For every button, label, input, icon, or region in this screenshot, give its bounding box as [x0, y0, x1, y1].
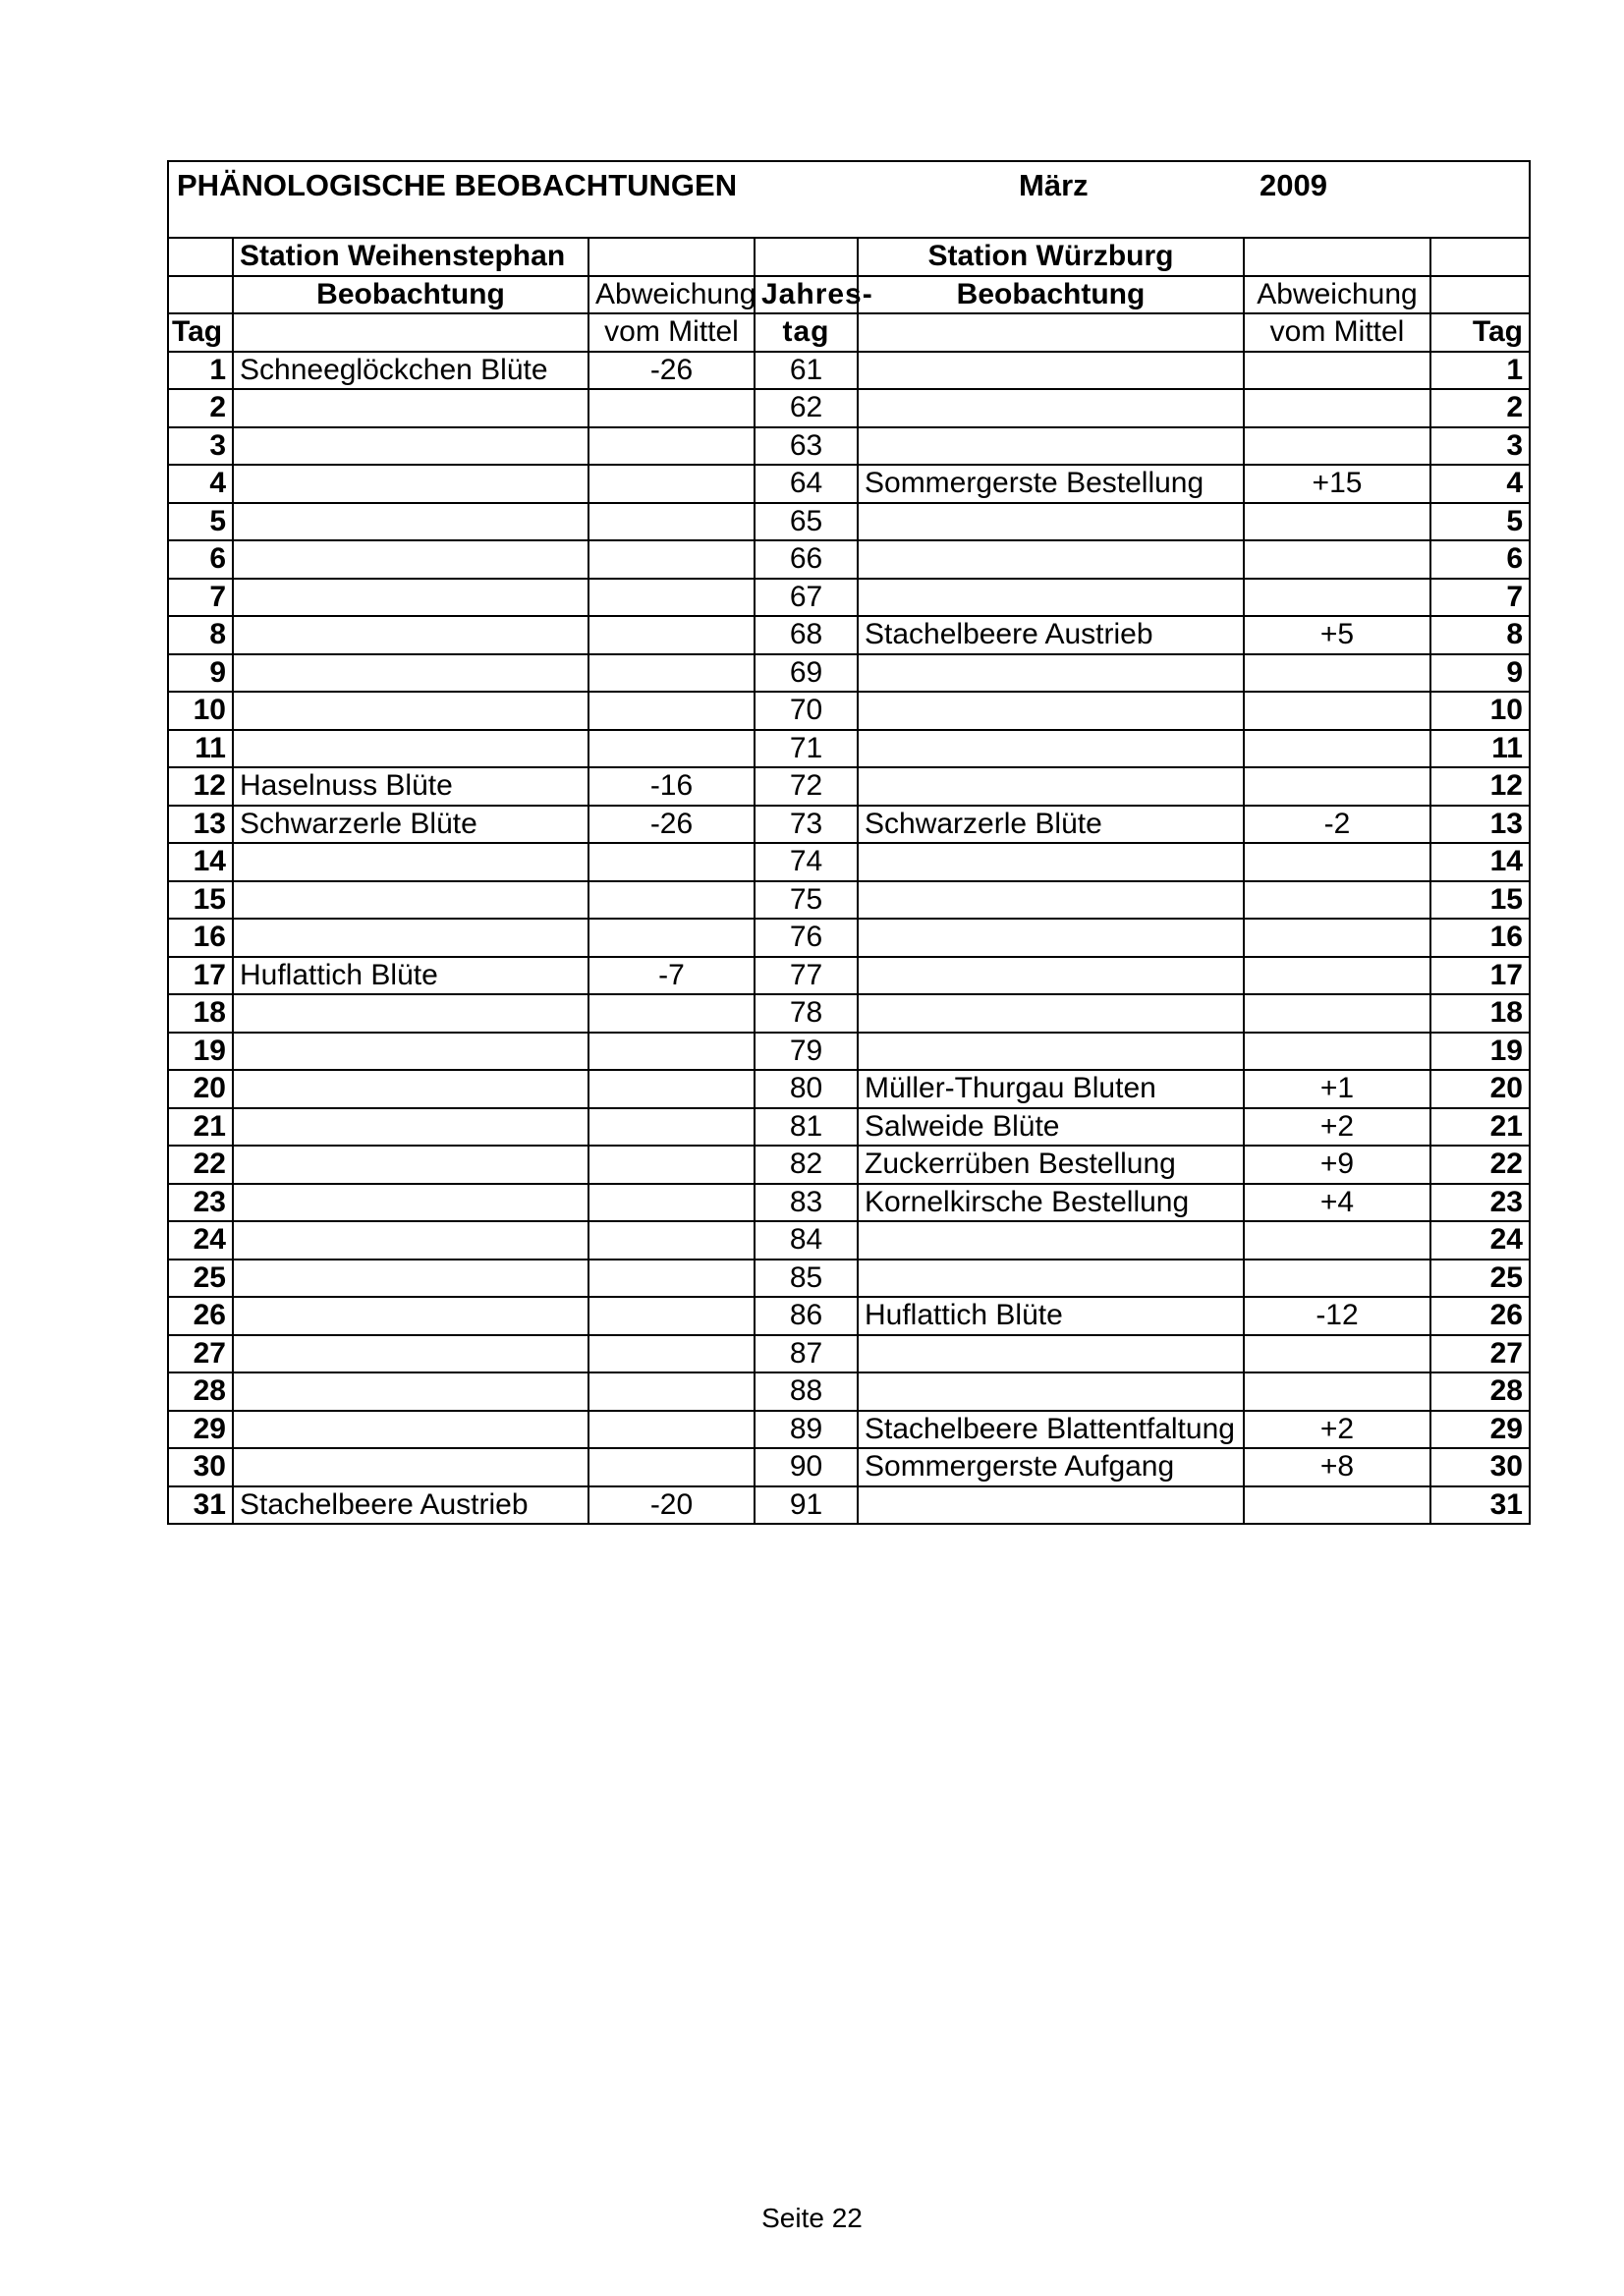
day-right-cell: 13 [1430, 806, 1530, 844]
day-of-year-cell: 89 [755, 1411, 858, 1449]
day-cell: 6 [168, 540, 233, 579]
right-deviation-cell: +5 [1244, 616, 1430, 654]
left-deviation-cell [588, 1260, 755, 1298]
right-deviation-cell [1244, 654, 1430, 693]
table-row [168, 1184, 1530, 1222]
day-of-year-cell: 75 [755, 881, 858, 920]
left-deviation-cell: -16 [588, 767, 755, 806]
day-of-year-cell: 78 [755, 994, 858, 1033]
day-right-cell: 20 [1430, 1070, 1530, 1108]
right-deviation-cell: -12 [1244, 1297, 1430, 1335]
empty-cell [755, 238, 858, 276]
table-row [168, 654, 1530, 693]
day-right-cell: 4 [1430, 465, 1530, 503]
table-row [168, 1260, 1530, 1298]
day-of-year-cell: 88 [755, 1372, 858, 1411]
station-header-row [168, 238, 1530, 276]
right-observation-cell: Zuckerrüben Bestellung [858, 1146, 1244, 1184]
title-cell [168, 161, 1530, 238]
right-observation-cell [858, 957, 1244, 995]
table-row [168, 692, 1530, 730]
day-of-year-cell: 90 [755, 1448, 858, 1486]
day-cell: 7 [168, 579, 233, 617]
day-of-year-cell: 77 [755, 957, 858, 995]
left-observation-cell [233, 616, 588, 654]
day-right-cell: 8 [1430, 616, 1530, 654]
left-deviation-cell [588, 1372, 755, 1411]
left-observation-cell [233, 1297, 588, 1335]
day-right-cell: 22 [1430, 1146, 1530, 1184]
day-of-year-cell: 65 [755, 503, 858, 541]
right-deviation-cell: -2 [1244, 806, 1430, 844]
left-observation-cell [233, 579, 588, 617]
right-deviation-cell [1244, 1335, 1430, 1373]
left-deviation-cell [588, 1297, 755, 1335]
left-observation-cell [233, 1448, 588, 1486]
right-observation-cell [858, 1221, 1244, 1260]
day-right-cell: 14 [1430, 843, 1530, 881]
right-deviation-cell: +15 [1244, 465, 1430, 503]
table-row [168, 994, 1530, 1033]
right-deviation-cell [1244, 994, 1430, 1033]
day-right-cell: 27 [1430, 1335, 1530, 1373]
day-right-cell: 23 [1430, 1184, 1530, 1222]
station-right: Station Würzburg [858, 238, 1244, 276]
left-deviation-cell [588, 1411, 755, 1449]
right-deviation-cell [1244, 957, 1430, 995]
left-deviation-cell [588, 1070, 755, 1108]
left-observation-cell: Schneeglöckchen Blüte [233, 352, 588, 390]
table-row [168, 427, 1530, 466]
right-observation-cell: Kornelkirsche Bestellung [858, 1184, 1244, 1222]
left-observation-cell [233, 1146, 588, 1184]
beobachtung-right-header: Beobachtung [858, 276, 1244, 314]
left-observation-cell: Huflattich Blüte [233, 957, 588, 995]
left-deviation-cell [588, 1448, 755, 1486]
left-observation-cell [233, 1411, 588, 1449]
table-row [168, 1070, 1530, 1108]
tag-right-header: Tag [1430, 313, 1530, 352]
right-observation-cell [858, 1486, 1244, 1525]
empty-cell [588, 238, 755, 276]
right-deviation-cell [1244, 1372, 1430, 1411]
left-deviation-cell [588, 616, 755, 654]
left-deviation-cell [588, 579, 755, 617]
day-of-year-cell: 79 [755, 1033, 858, 1071]
left-observation-cell [233, 881, 588, 920]
day-of-year-cell: 67 [755, 579, 858, 617]
right-observation-cell [858, 1372, 1244, 1411]
right-observation-cell: Sommergerste Bestellung [858, 465, 1244, 503]
right-deviation-cell [1244, 881, 1430, 920]
day-cell: 16 [168, 919, 233, 957]
day-of-year-cell: 66 [755, 540, 858, 579]
left-deviation-cell [588, 1108, 755, 1147]
day-right-cell: 5 [1430, 503, 1530, 541]
right-observation-cell: Huflattich Blüte [858, 1297, 1244, 1335]
left-deviation-cell [588, 919, 755, 957]
day-cell: 9 [168, 654, 233, 693]
day-cell: 10 [168, 692, 233, 730]
day-right-cell: 2 [1430, 389, 1530, 427]
day-cell: 22 [168, 1146, 233, 1184]
day-right-cell: 28 [1430, 1372, 1530, 1411]
day-of-year-cell: 86 [755, 1297, 858, 1335]
left-observation-cell [233, 427, 588, 466]
day-cell: 27 [168, 1335, 233, 1373]
empty-cell [168, 276, 233, 314]
day-cell: 17 [168, 957, 233, 995]
empty-cell [1430, 276, 1530, 314]
day-of-year-cell: 81 [755, 1108, 858, 1147]
left-deviation-cell: -26 [588, 352, 755, 390]
right-deviation-cell: +2 [1244, 1108, 1430, 1147]
left-deviation-cell [588, 994, 755, 1033]
left-deviation-cell: -7 [588, 957, 755, 995]
right-deviation-cell [1244, 919, 1430, 957]
table-row [168, 881, 1530, 920]
table-row [168, 1108, 1530, 1147]
left-deviation-cell [588, 692, 755, 730]
table-row [168, 1146, 1530, 1184]
day-right-cell: 6 [1430, 540, 1530, 579]
day-cell: 3 [168, 427, 233, 466]
day-right-cell: 24 [1430, 1221, 1530, 1260]
left-observation-cell [233, 692, 588, 730]
day-cell: 15 [168, 881, 233, 920]
day-cell: 24 [168, 1221, 233, 1260]
table-row [168, 1448, 1530, 1486]
day-right-cell: 1 [1430, 352, 1530, 390]
phenology-table [167, 160, 1531, 1525]
page-number: Seite 22 [761, 2203, 863, 2233]
left-deviation-cell [588, 843, 755, 881]
day-of-year-cell: 82 [755, 1146, 858, 1184]
day-of-year-cell: 85 [755, 1260, 858, 1298]
left-observation-cell [233, 1372, 588, 1411]
day-cell: 21 [168, 1108, 233, 1147]
table-row [168, 540, 1530, 579]
abweichung-right-header: Abweichung [1244, 276, 1430, 314]
day-of-year-cell: 61 [755, 352, 858, 390]
left-deviation-cell [588, 1221, 755, 1260]
left-deviation-cell [588, 540, 755, 579]
left-observation-cell [233, 1221, 588, 1260]
left-deviation-cell: -26 [588, 806, 755, 844]
day-cell: 4 [168, 465, 233, 503]
day-right-cell: 17 [1430, 957, 1530, 995]
table-row [168, 1372, 1530, 1411]
right-observation-cell [858, 503, 1244, 541]
month-label: März [1019, 168, 1089, 202]
day-cell: 20 [168, 1070, 233, 1108]
empty-cell [1244, 238, 1430, 276]
left-observation-cell [233, 540, 588, 579]
left-observation-cell [233, 994, 588, 1033]
column-header-row-2 [168, 313, 1530, 352]
table-row [168, 503, 1530, 541]
vom-mittel-right-header: vom Mittel [1244, 313, 1430, 352]
abweichung-left-header: Abweichung [588, 276, 755, 314]
title-row [168, 161, 1530, 238]
day-of-year-cell: 69 [755, 654, 858, 693]
table-row [168, 616, 1530, 654]
day-right-cell: 10 [1430, 692, 1530, 730]
day-cell: 30 [168, 1448, 233, 1486]
right-observation-cell: Stachelbeere Blattentfaltung [858, 1411, 1244, 1449]
column-header-row-1 [168, 276, 1530, 314]
left-observation-cell [233, 1033, 588, 1071]
table-row [168, 806, 1530, 844]
day-right-cell: 9 [1430, 654, 1530, 693]
day-cell: 11 [168, 730, 233, 768]
day-of-year-cell: 87 [755, 1335, 858, 1373]
left-observation-cell: Haselnuss Blüte [233, 767, 588, 806]
right-observation-cell: Schwarzerle Blüte [858, 806, 1244, 844]
empty-cell [168, 238, 233, 276]
day-of-year-cell: 80 [755, 1070, 858, 1108]
left-observation-cell [233, 465, 588, 503]
day-of-year-cell: 64 [755, 465, 858, 503]
left-deviation-cell [588, 465, 755, 503]
day-cell: 13 [168, 806, 233, 844]
tag-left-header: Tag [168, 313, 233, 352]
day-cell: 12 [168, 767, 233, 806]
tag-small-header: tag [755, 313, 858, 352]
right-observation-cell [858, 843, 1244, 881]
day-of-year-cell: 71 [755, 730, 858, 768]
day-of-year-cell: 68 [755, 616, 858, 654]
right-observation-cell [858, 730, 1244, 768]
right-deviation-cell [1244, 843, 1430, 881]
right-observation-cell [858, 1033, 1244, 1071]
right-deviation-cell: +9 [1244, 1146, 1430, 1184]
right-observation-cell [858, 654, 1244, 693]
left-deviation-cell [588, 503, 755, 541]
empty-cell [858, 313, 1244, 352]
day-cell: 25 [168, 1260, 233, 1298]
left-observation-cell [233, 1260, 588, 1298]
day-right-cell: 25 [1430, 1260, 1530, 1298]
day-of-year-cell: 70 [755, 692, 858, 730]
right-observation-cell [858, 881, 1244, 920]
day-right-cell: 30 [1430, 1448, 1530, 1486]
right-deviation-cell [1244, 579, 1430, 617]
day-of-year-cell: 84 [755, 1221, 858, 1260]
right-deviation-cell: +1 [1244, 1070, 1430, 1108]
day-right-cell: 19 [1430, 1033, 1530, 1071]
right-observation-cell [858, 427, 1244, 466]
table-row [168, 1411, 1530, 1449]
right-observation-cell: Stachelbeere Austrieb [858, 616, 1244, 654]
left-observation-cell [233, 389, 588, 427]
day-right-cell: 7 [1430, 579, 1530, 617]
right-deviation-cell [1244, 503, 1430, 541]
left-observation-cell [233, 1335, 588, 1373]
day-cell: 14 [168, 843, 233, 881]
right-deviation-cell [1244, 730, 1430, 768]
left-deviation-cell [588, 1146, 755, 1184]
left-deviation-cell [588, 654, 755, 693]
vom-mittel-left-header: vom Mittel [588, 313, 755, 352]
day-right-cell: 18 [1430, 994, 1530, 1033]
day-right-cell: 3 [1430, 427, 1530, 466]
day-right-cell: 29 [1430, 1411, 1530, 1449]
table-row [168, 389, 1530, 427]
document-title: PHÄNOLOGISCHE BEOBACHTUNGEN [177, 168, 738, 202]
right-observation-cell [858, 540, 1244, 579]
year-label: 2009 [1260, 168, 1327, 202]
table-row [168, 843, 1530, 881]
left-observation-cell [233, 730, 588, 768]
table-row [168, 1297, 1530, 1335]
right-deviation-cell [1244, 1486, 1430, 1525]
right-observation-cell [858, 919, 1244, 957]
table-row [168, 1221, 1530, 1260]
left-deviation-cell [588, 730, 755, 768]
day-cell: 29 [168, 1411, 233, 1449]
day-of-year-cell: 91 [755, 1486, 858, 1525]
left-observation-cell: Stachelbeere Austrieb [233, 1486, 588, 1525]
table-row [168, 1335, 1530, 1373]
right-observation-cell [858, 1260, 1244, 1298]
table-row [168, 1033, 1530, 1071]
right-deviation-cell [1244, 540, 1430, 579]
station-left: Station Weihenstephan [233, 238, 588, 276]
right-deviation-cell [1244, 692, 1430, 730]
day-right-cell: 11 [1430, 730, 1530, 768]
day-cell: 5 [168, 503, 233, 541]
right-observation-cell: Salweide Blüte [858, 1108, 1244, 1147]
day-cell: 23 [168, 1184, 233, 1222]
right-observation-cell: Sommergerste Aufgang [858, 1448, 1244, 1486]
table-row [168, 730, 1530, 768]
left-deviation-cell [588, 1335, 755, 1373]
right-deviation-cell [1244, 767, 1430, 806]
right-observation-cell [858, 692, 1244, 730]
day-cell: 26 [168, 1297, 233, 1335]
table-row [168, 352, 1530, 390]
left-observation-cell [233, 843, 588, 881]
right-deviation-cell [1244, 1221, 1430, 1260]
left-deviation-cell [588, 1033, 755, 1071]
left-observation-cell [233, 1184, 588, 1222]
left-observation-cell [233, 503, 588, 541]
empty-cell [233, 313, 588, 352]
table-row [168, 767, 1530, 806]
table-row [168, 957, 1530, 995]
right-observation-cell [858, 767, 1244, 806]
table-row [168, 919, 1530, 957]
right-deviation-cell [1244, 1033, 1430, 1071]
day-right-cell: 12 [1430, 767, 1530, 806]
day-cell: 28 [168, 1372, 233, 1411]
empty-cell [1430, 238, 1530, 276]
left-deviation-cell [588, 427, 755, 466]
left-observation-cell [233, 1108, 588, 1147]
left-deviation-cell [588, 881, 755, 920]
day-right-cell: 26 [1430, 1297, 1530, 1335]
day-of-year-cell: 76 [755, 919, 858, 957]
right-observation-cell [858, 579, 1244, 617]
day-of-year-cell: 62 [755, 389, 858, 427]
day-cell: 18 [168, 994, 233, 1033]
right-deviation-cell: +4 [1244, 1184, 1430, 1222]
day-of-year-cell: 74 [755, 843, 858, 881]
right-observation-cell [858, 994, 1244, 1033]
table-row [168, 1486, 1530, 1525]
day-right-cell: 31 [1430, 1486, 1530, 1525]
left-deviation-cell: -20 [588, 1486, 755, 1525]
right-deviation-cell [1244, 352, 1430, 390]
day-cell: 8 [168, 616, 233, 654]
right-deviation-cell [1244, 389, 1430, 427]
left-observation-cell: Schwarzerle Blüte [233, 806, 588, 844]
left-observation-cell [233, 654, 588, 693]
left-deviation-cell [588, 389, 755, 427]
day-of-year-cell: 83 [755, 1184, 858, 1222]
day-right-cell: 16 [1430, 919, 1530, 957]
day-right-cell: 15 [1430, 881, 1530, 920]
right-deviation-cell: +8 [1244, 1448, 1430, 1486]
beobachtung-left-header: Beobachtung [233, 276, 588, 314]
right-observation-cell [858, 1335, 1244, 1373]
day-of-year-cell: 73 [755, 806, 858, 844]
left-observation-cell [233, 1070, 588, 1108]
day-cell: 2 [168, 389, 233, 427]
right-deviation-cell [1244, 1260, 1430, 1298]
day-cell: 19 [168, 1033, 233, 1071]
left-observation-cell [233, 919, 588, 957]
day-cell: 31 [168, 1486, 233, 1525]
day-of-year-cell: 63 [755, 427, 858, 466]
day-of-year-cell: 72 [755, 767, 858, 806]
day-cell: 1 [168, 352, 233, 390]
table-row [168, 579, 1530, 617]
table-row [168, 465, 1530, 503]
jahres-header: Jahres- [755, 276, 858, 314]
right-observation-cell [858, 389, 1244, 427]
right-deviation-cell [1244, 427, 1430, 466]
left-deviation-cell [588, 1184, 755, 1222]
day-right-cell: 21 [1430, 1108, 1530, 1147]
right-deviation-cell: +2 [1244, 1411, 1430, 1449]
right-observation-cell: Müller-Thurgau Bluten [858, 1070, 1244, 1108]
right-observation-cell [858, 352, 1244, 390]
